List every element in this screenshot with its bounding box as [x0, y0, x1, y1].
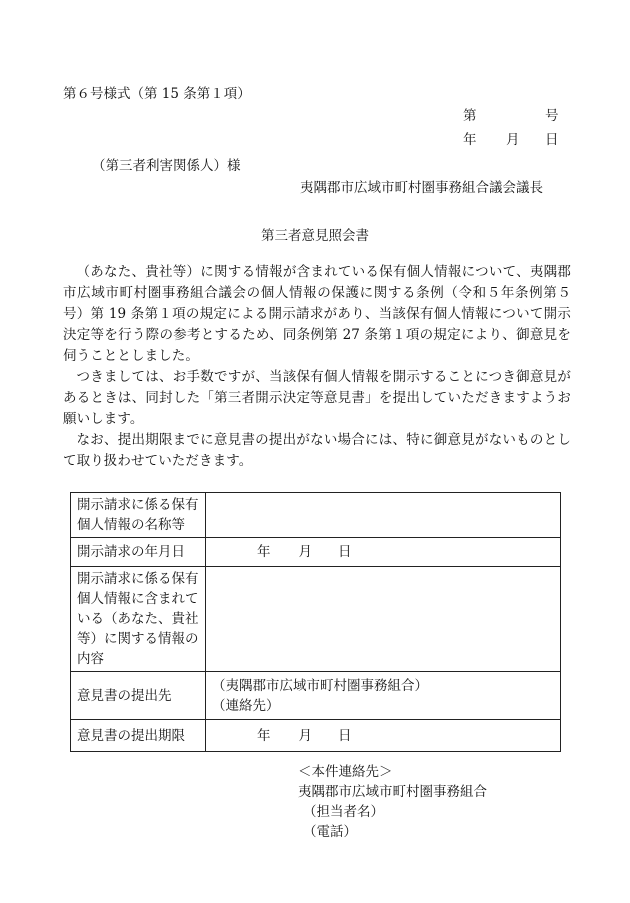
doc-number-prefix: 第 [463, 108, 477, 124]
request-date-month: 月 [298, 544, 312, 560]
date-day: 日 [545, 132, 559, 148]
contact-organization: 夷隅郡市広域市町村圏事務組合 [298, 784, 487, 800]
deadline-year: 年 [257, 727, 271, 744]
date-month: 月 [506, 132, 520, 148]
deadline-month: 月 [298, 727, 312, 744]
body-paragraph-2: つきましては、お手数ですが、当該保有個人情報を開示することにつき御意見があるときは、同封した「第三者開示決定等意見書」を提出していただきますようお願いします。 [63, 369, 571, 427]
request-date-year: 年 [257, 544, 271, 560]
request-date-day: 日 [338, 544, 352, 560]
table-label-deadline: 意見書の提出期限 [71, 720, 206, 752]
submit-to-contact: （連絡先） [212, 697, 280, 714]
table-row [71, 720, 561, 752]
sender: 夷隅郡市広域市町村圏事務組合議会議長 [300, 180, 543, 196]
table-row [71, 672, 561, 720]
table-label-submit-to: 意見書の提出先 [71, 672, 206, 720]
table-label-request-date: 開示請求の年月日 [71, 538, 206, 567]
table-row [71, 493, 561, 538]
doc-number-suffix: 号 [545, 108, 559, 124]
deadline-day: 日 [338, 727, 352, 744]
date-year: 年 [463, 132, 477, 148]
body-paragraph-1: （あなた、貴社等）に関する情報が含まれている保有個人情報について、夷隅郡市広域市町村圏事務組合議会の個人情報の保護に関する条例（令和５年条例第５号）第 19 条第１項の規定による開示請求があり、当該保有個人情報について開示決定等を行う際の参考とするため、同条例第 27 条第１項の規定により、御意見を伺うこととしました。 [63, 264, 571, 364]
table-row [71, 538, 561, 567]
form-number: 第６号様式（第 15 条第１項） [63, 86, 251, 102]
submit-to-organization: （夷隅郡市広域市町村圏事務組合） [212, 677, 428, 694]
table-label-request-name: 開示請求に係る保有個人情報の名称等 [71, 493, 206, 538]
table-value-deadline[interactable] [206, 720, 561, 752]
body-text [63, 262, 571, 472]
table-value-info-content[interactable] [206, 567, 561, 672]
document-title: 第三者意見照会書 [261, 228, 369, 244]
table-value-request-name[interactable] [206, 493, 561, 538]
contact-phone: （電話） [303, 824, 357, 840]
contact-heading: ＜本件連絡先＞ [298, 764, 393, 780]
addressee: （第三者利害関係人）様 [92, 158, 241, 174]
table-row [71, 567, 561, 672]
contact-person: （担当者名） [303, 804, 384, 820]
table-value-submit-to[interactable] [206, 672, 561, 720]
table-label-info-content: 開示請求に係る保有個人情報に含まれている（あなた、貴社等）に関する情報の内容 [71, 567, 206, 672]
table-value-request-date[interactable] [206, 538, 561, 567]
body-paragraph-3: なお、提出期限までに意見書の提出がない場合には、特に御意見がないものとして取り扱わせていただきます。 [63, 432, 571, 469]
info-table [70, 492, 561, 752]
